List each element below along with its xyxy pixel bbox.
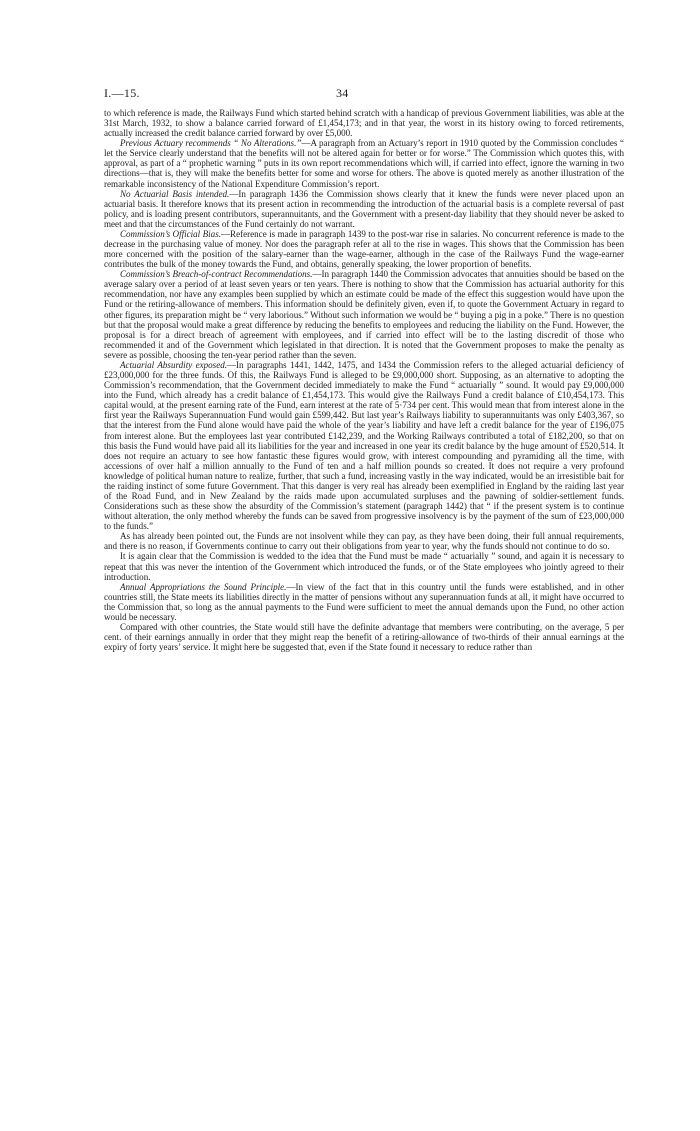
paragraph-text: —Reference is made in paragraph 1439 to the post-war rise in salaries. No concurrent reference is made to the decrease in the purchasing value of money. Nor does the paragraph refer at all to the rise in wages. This shows that the Commission has been more concerned with the position of the salary-earner than the wage-earner, although in the case of the Railways Fund the wage-earner contributes the bulk of the money towards the Fund, and obtains, generally speaking, the lower proportion of benefits. — [104, 228, 624, 270]
paragraph-breach-of-contract — [104, 269, 624, 360]
paragraph-annual-appropriations — [104, 582, 624, 622]
page-header — [104, 86, 624, 108]
paragraph-heading: Actuarial Absurdity exposed. — [120, 359, 227, 370]
paragraph-heading: Commission’s Breach-of-contract Recommendations. — [120, 269, 313, 280]
page-number: 34 — [336, 86, 349, 100]
paragraph-text: —In paragraph 1436 the Commission shows clearly that it knew the funds were never placed upon an actuarial basis. It therefore knows that its present action in recommending the introduction of the actuarial basis is a complete reversal of past policy, and is loading present contributors, superannuitants, and the Government with a present-day liability that they should never be asked to meet and that the circumstances of the Fund certainly do not warrant. — [104, 188, 625, 229]
paragraph-heading: Commission’s Official Bias. — [120, 228, 221, 239]
paragraph-commission-wedded — [104, 551, 624, 581]
paragraph-text: Compared with other countries, the State would still have the definite advantage that members were contributing, on the average, 5 per cent. of their earnings annually in order that they might reap the benefit of a retiring-allowance of two-thirds of their annual earnings at the expiry of forty years’ service. It might here be suggested that, even if the State found it necessary to reduce rather than — [104, 621, 624, 653]
paragraph-heading: Previous Actuary recommends “ No Alterations.” — [120, 138, 302, 149]
paragraph-previous-actuary — [104, 138, 624, 188]
paragraph-continuation — [104, 108, 624, 138]
paragraph-text: —A paragraph from an Actuary’s report in 1910 quoted by the Commission concludes “ let the Service clearly understand that the benefits will not be altered again for better or for worse.” The Commission which quotes this, with approval, as part of a “ prophetic warning ” puts in its own report recommendations which will, if carried into effect, ignore the warning in two directions—that is, they will make the benefits better for some and worse for others. The above is quoted merely as another illustration of the remarkable inconsistency of the National Expenditure Commission’s report. — [104, 138, 625, 189]
paragraph-text: —In paragraph 1440 the Commission advocates that annuities should be based on the average salary over a period of at least seven years or ten years. There is nothing to show that the Commission has actuarial authority for this recommendation, nor have any examples been supplied by which an estimate could be made of the effect this suggestion would have upon the Fund or the retiring-allowance of members. This information should be definitely given, even if, to quote the Government Actuary in regard to other figures, its preparation might be “ very laborious.” Without such information we would be “ buying a pig in a poke.” There is no question but that the proposal would make a great difference by reducing the benefits to employees and reducing the liability on the Fund. However, the proposal is for a direct breach of agreement with employees, and if carried into effect will be to the lasting discredit of those who recommended it and of the Government which legislated in that direction. It is noted that the Government proposes to make the penalty as severe as possible, choosing the ten-year period rather than the seven. — [104, 269, 624, 360]
body-text — [104, 108, 624, 652]
paragraph-no-actuarial-basis — [104, 189, 624, 229]
paragraph-actuarial-absurdity — [104, 360, 624, 531]
paragraph-text: As has already been pointed out, the Funds are not insolvent while they can pay, as they have been doing, their full annual requirements, and there is no reason, if Governments continue to carry out their obligations from year to year, why the funds should not continue to do so. — [104, 531, 624, 552]
paragraph-compared-countries — [104, 622, 624, 652]
document-reference: I.—15. — [104, 86, 140, 100]
paragraph-text: —In view of the fact that in this country until the funds were established, and in other countries still, the State meets its liabilities directly in the matter of pensions without any superannuation funds at all, it might have occurred to the Commission that, so long as the annual payments to the Fund were sufficient to meet the annual demands upon the Fund, no other action would be necessary. — [104, 581, 624, 622]
paragraph-heading: No Actuarial Basis intended. — [120, 188, 230, 199]
paragraph-text: to which reference is made, the Railways Fund which started behind scratch with a handicap of previous Government liabilities, was able at the 31st March, 1932, to show a balance carried forward of £1,454,173; and in that year, the worst in its history owing to forced retirements, actually increased the credit balance carried forward by over £5,000. — [104, 108, 624, 139]
paragraph-text: It is again clear that the Commission is wedded to the idea that the Fund must be made “ actuarially ” sound, and again it is necessary to repeat that this was never the intention of the Government which introduced the funds, or of the State employees who jointly agreed to their introduction. — [104, 551, 624, 582]
paragraph-text: —In paragraphs 1441, 1442, 1475, and 1434 the Commission refers to the alleged actuarial deficiency of £23,000,000 for the three funds. Of this, the Railways Fund is alleged to be £9,000,000 short. Supposing, as an alternative to adopting the Commission’s recommendation, that the Government decided immediately to make the Fund “ actuarially ” sound. It would pay £9,000,000 into the Fund, which already has a credit balance of £1,454,173. This would give the Railways Fund a credit balance of £10,454,173. This capital would, at the present earning rate of the Fund, earn interest at the rate of 5·734 per cent. This would mean that from interest alone in the first year the Railways Superannuation Fund would gain £599,442. But last year’s Railways liability to superannuitants was only £403,367, so that the interest from the Fund alone would have paid the whole of the year’s liability and have left a credit balance for the year of £196,075 from interest alone. But the employees last year contributed £142,239, and the Working Railways contributed a total of £182,200, so that on this basis the Fund would have paid all its liabilities for the year and increased in one year its credit balance by the huge amount of £520,514. It does not require an actuary to see how fantastic these figures would grow, with interest compounding and pyramiding all the time, with accessions of over half a million annually to the Fund of ten and a half million pounds so created. It does not require a very profound knowledge of political human nature to realize, further, that such a fund, increasing vastly in the way indicated, would be an irresistible bait for the raiding instinct of some future Government. That this danger is very real has already been exemplified in England by the raiding last year of the Road Fund, and in New Zealand by the raids made upon accumulated surpluses and the pawning of soldier-settlement funds. Considerations such as these show the absurdity of the Commission’s statement (paragraph 1442) that “ if the present system is to continue without alteration, the only method whereby the funds can be saved from progressive insolvency is by the payment of the sum of £23,000,000 to the funds.” — [104, 359, 624, 532]
paragraph-funds-not-insolvent — [104, 531, 624, 551]
paragraph-official-bias — [104, 229, 624, 269]
paragraph-heading: Annual Appropriations the Sound Principle. — [120, 581, 287, 592]
